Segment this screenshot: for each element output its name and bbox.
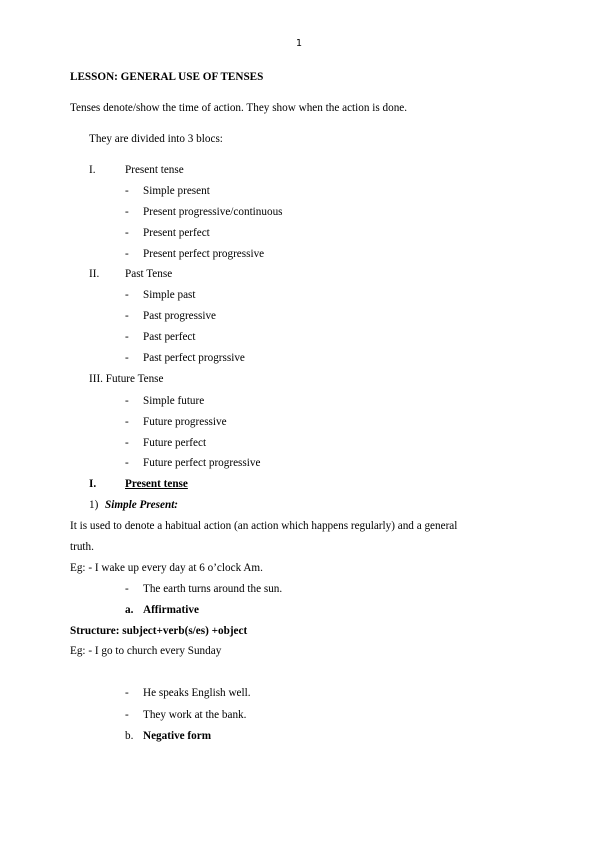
list-item: Present perfect [143, 227, 210, 239]
list-dash: - [125, 416, 129, 428]
definition-text-cont: truth. [70, 541, 94, 553]
list-item: Past progressive [143, 310, 217, 322]
list-item: The earth turns around the sun. [143, 583, 283, 595]
section-marker: I. [89, 478, 97, 490]
subsection-marker: 1) [89, 499, 99, 511]
list-item: He speaks English well. [143, 687, 251, 699]
bloc-marker: I. [89, 164, 96, 176]
list-dash: - [125, 227, 129, 239]
definition-text: It is used to denote a habitual action (an action which happens regularly) and a general [70, 520, 458, 532]
intro-text: Tenses denote/show the time of action. They show when the action is done. [70, 102, 408, 114]
list-item: Simple past [143, 289, 196, 301]
list-dash: - [125, 709, 129, 721]
list-dash: - [125, 310, 129, 322]
list-dash: - [125, 457, 129, 469]
page-number: 1 [296, 38, 303, 49]
example-text: Eg: - I wake up every day at 6 o’clock Am. [70, 562, 263, 574]
bloc-label: Past Tense [125, 268, 173, 280]
list-item: Present perfect progressive [143, 248, 265, 260]
list-item: Simple future [143, 395, 205, 407]
list-dash: - [125, 583, 129, 595]
subheading-negative: Negative form [143, 730, 212, 742]
list-dash: - [125, 395, 129, 407]
section-title: Present tense [125, 478, 188, 490]
example-text: Eg: - I go to church every Sunday [70, 645, 222, 657]
list-dash: - [125, 687, 129, 699]
list-dash: - [125, 185, 129, 197]
lesson-title: LESSON: GENERAL USE OF TENSES [70, 71, 264, 83]
bloc-heading: III. Future Tense [89, 373, 164, 385]
list-item: Past perfect progrssive [143, 352, 245, 364]
list-dash: - [125, 289, 129, 301]
list-dash: - [125, 352, 129, 364]
list-item: Future perfect [143, 437, 207, 449]
list-item: Future progressive [143, 416, 227, 428]
list-item: Future perfect progressive [143, 457, 261, 469]
blocs-intro: They are divided into 3 blocs: [89, 133, 223, 145]
subheading-marker: a. [125, 604, 134, 616]
list-dash: - [125, 248, 129, 260]
list-dash: - [125, 331, 129, 343]
list-item: Simple present [143, 185, 210, 197]
bloc-label: Present tense [125, 164, 184, 176]
bloc-marker: II. [89, 268, 100, 280]
subsection-title: Simple Present: [105, 499, 179, 511]
subheading-marker: b. [125, 730, 134, 742]
list-item: Present progressive/continuous [143, 206, 283, 218]
list-dash: - [125, 206, 129, 218]
list-item: They work at the bank. [143, 709, 247, 721]
list-dash: - [125, 437, 129, 449]
structure-text: Structure: subject+verb(s/es) +object [70, 625, 248, 637]
list-item: Past perfect [143, 331, 196, 343]
subheading-affirmative: Affirmative [143, 604, 199, 616]
